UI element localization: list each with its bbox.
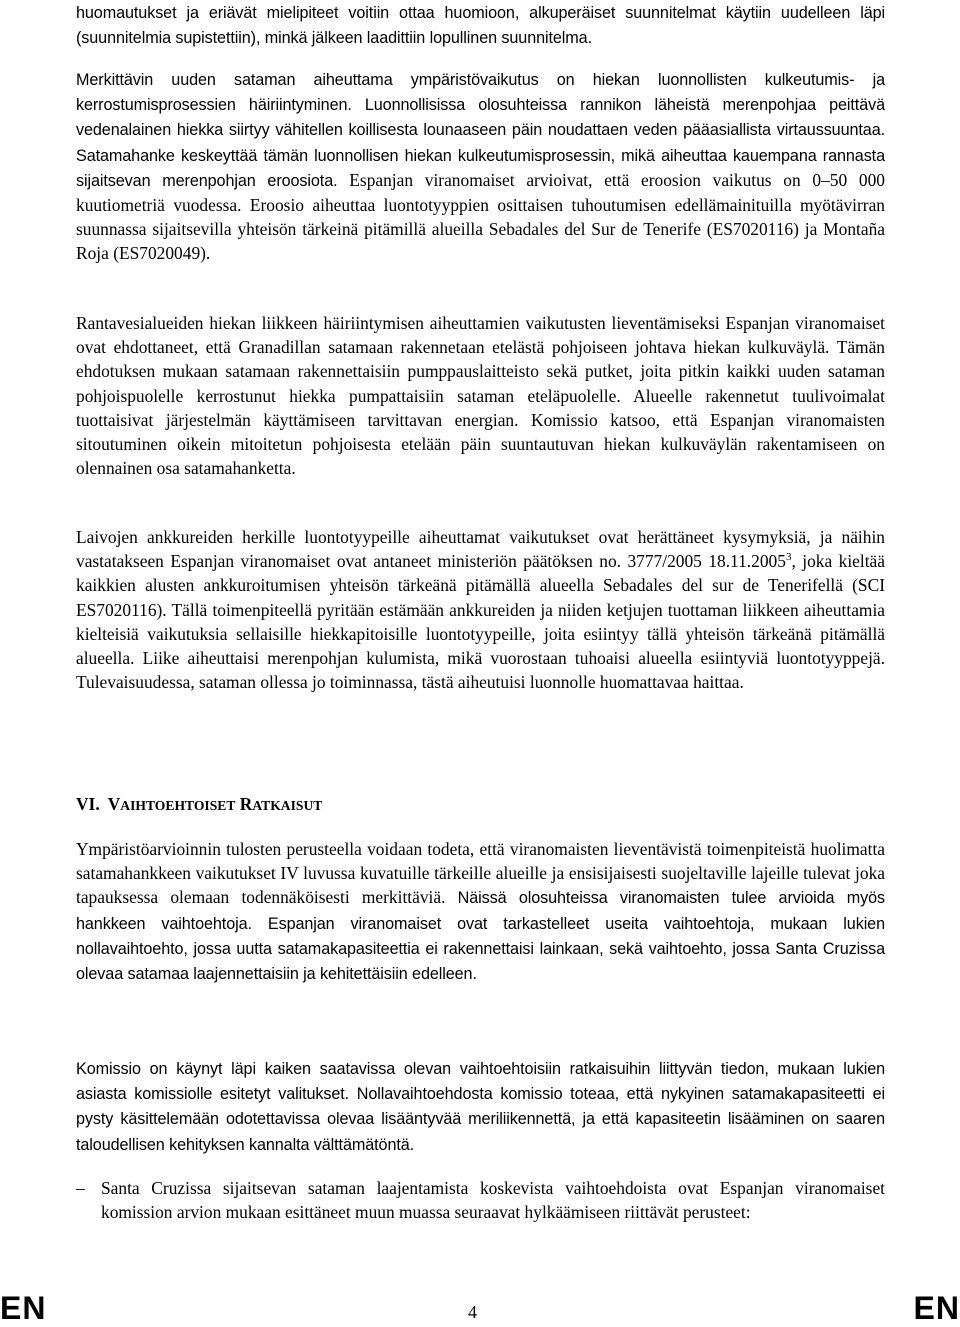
text-segment: Ympäristöarvioinnin tulosten perusteella voidaan todeta, että viranomaisten lieventävistä toimenpiteistä huolimatta satamahankkeen vaikutukset IV luvussa kuvatuille tärkeille alueille ja ensisijaisesti suojeltaville lajeille tulevat joka tapauksessa olemaan todennäköisesti merkittäviä. (76, 839, 885, 908)
text-segment: Rantavesialueiden hiekan liikkeen häiriintymisen aiheuttamien vaikutusten lieventämiseksi Espanjan viranomaiset ovat ehdottaneet, että Granadillan satamaan rakennetaan etelästä pohjoiseen johtava hiekan kulkuväylä. Tämän ehdotuksen mukaan satamaan rakennettaisiin pumppauslaitteisto sekä putket, joita pitkin kaikki uuden sataman pohjoispuolelle kerrostunut hiekka pumpattaisiin sataman eteläpuolelle. Alueelle rakennetut tuulivoimalat tuottaisivat järjestelmän käyttämiseen tarvittavan energian. Komissio katsoo, että Espanjan viranomaisten sitoutuminen oikein mitoitetun pohjoisesta etelään päin suuntautuvan hiekan kulkuväylän rakentamiseen on olennainen osa satamahanketta. (76, 313, 885, 479)
bullet-dash: – (76, 1178, 85, 1198)
text-segment: , joka kieltää kaikkien alusten ankkuroitumisen yhteisön tärkeänä pitämällä alueella Sebadales del sur de Tenerifellä (SCI ES7020116). Tällä toimenpiteellä pyritään estämään ankkureiden ja niiden ketjujen tuottaman liikkeen aiheuttamia kielteisiä vaikutuksia sellaisille hiekkapitoisille luontotyypeille, joita esiintyy tällä yhteisön tärkeänä pitämällä alueella. Liike aiheuttaisi merenpohjan kulumista, mikä vuorostaan tuhoaisi alueella esiintyviä luontotyyppejä. Tulevaisuudessa, sataman ollessa jo toiminnassa, tästä aiheutuisi luonnolle huomattavaa haittaa. (76, 551, 885, 693)
text-segment: Komissio on käynyt läpi kaiken saatavissa olevan vaihtoehtoisiin ratkaisuihin liittyvän tiedon, mukaan lukien asiasta komissiolle esitetyt valitukset. Nollavaihtoehdosta komissio toteaa, että nykyinen satamakapasiteetti ei pysty käsittelemään odotettavissa olevaa lisääntyvää meriliikennettä, ja että kapasiteetin lisääminen on saaren taloudellisen kehityksen kannalta välttämätöntä. (76, 1060, 885, 1154)
language-code-left: EN (0, 1290, 47, 1326)
heading-smallcaps: ATKAISUT (252, 798, 323, 813)
list-item (76, 1176, 885, 1224)
paragraph-anchors (76, 525, 885, 694)
heading-initial: R (239, 794, 253, 814)
section-number: VI. (76, 794, 100, 814)
text-segment: huomautukset ja eriävät mielipiteet voitiin ottaa huomioon, alkuperäiset suunnitelmat käytiin uudelleen läpi (suunnitelmia supistettiin), minkä jälkeen laadittiin lopullinen suunnitelma. (76, 4, 885, 48)
text-segment: Espanjan viranomaiset arvioivat, että eroosion vaikutus on 0–50 000 kuutiometriä vuodessa. Eroosio aiheuttaa luontotyyppien osittaisen tuhoutumisen edellämainituilla myötävirran suunnassa sijaitsevilla yhteisön tärkeinä pitämillä alueilla Sebadales del Sur de Tenerife (ES7020116) ja Montaña Roja (ES7020049). (76, 169, 885, 264)
paragraph-commission-review (76, 1056, 885, 1157)
heading-smallcaps: AIHTOEHTOISET (120, 798, 236, 813)
language-code-right: EN (913, 1290, 960, 1326)
list-item-text (101, 1176, 885, 1224)
heading-initial: V (107, 794, 121, 814)
section-heading (76, 792, 322, 818)
text-segment: Merkittävin uuden sataman aiheuttama ympäristövaikutus on hiekan luonnollisten kulkeutumis- ja kerrostumisprosessien häiriintyminen. Luonnollisissa olosuhteissa rannikon läheistä merenpohjaa peittävä vedenalainen hiekka siirtyy vähitellen koillisesta lounaaseen päin noudattaen veden pääasiallista virtaussuuntaa. Satamahanke keskeyttää tämän luonnollisen hiekan kulkeutumisprosessin, mikä aiheuttaa kauempana rannasta sijaitsevan merenpohjan eroosiota. (76, 71, 885, 190)
text-segment: Santa Cruzissa sijaitsevan sataman laajentamista koskevista vaihtoehdoista ovat Espanjan viranomaiset komission arvion mukaan esittäneet muun muassa seuraavat hylkäämiseen riittävät perusteet: (101, 1178, 885, 1223)
paragraph-planning-revision (76, 0, 885, 50)
footnote-reference[interactable]: 3 (785, 551, 792, 564)
paragraph-sand-channel (76, 311, 885, 480)
text-segment: Laivojen ankkureiden herkille luontotyypeille aiheuttamat vaikutukset ovat herättäneet kysymyksiä, ja näihin vastatakseen Espanjan viranomaiset ovat antaneet ministeriön päätöksen no. 3777/2005 18.11.2005 (76, 527, 885, 572)
paragraph-assessment-results (76, 837, 885, 986)
paragraph-environmental-impact (76, 67, 885, 266)
page-number: 4 (468, 1302, 477, 1322)
page-footer (0, 1290, 960, 1327)
text-segment: Näissä olosuhteissa viranomaisten tulee arvioida myös hankkeen vaihtoehtoja. Espanjan viranomaiset ovat tarkastelleet useita vaihtoehtoja, mukaan lukien nollavaihtoehto, jossa uutta satamakapasiteettia ei rakennettaisi lainkaan, sekä vaihtoehto, jossa Santa Cruzissa olevaa satamaa laajennettaisiin ja kehitettäisiin edelleen. (76, 889, 885, 984)
